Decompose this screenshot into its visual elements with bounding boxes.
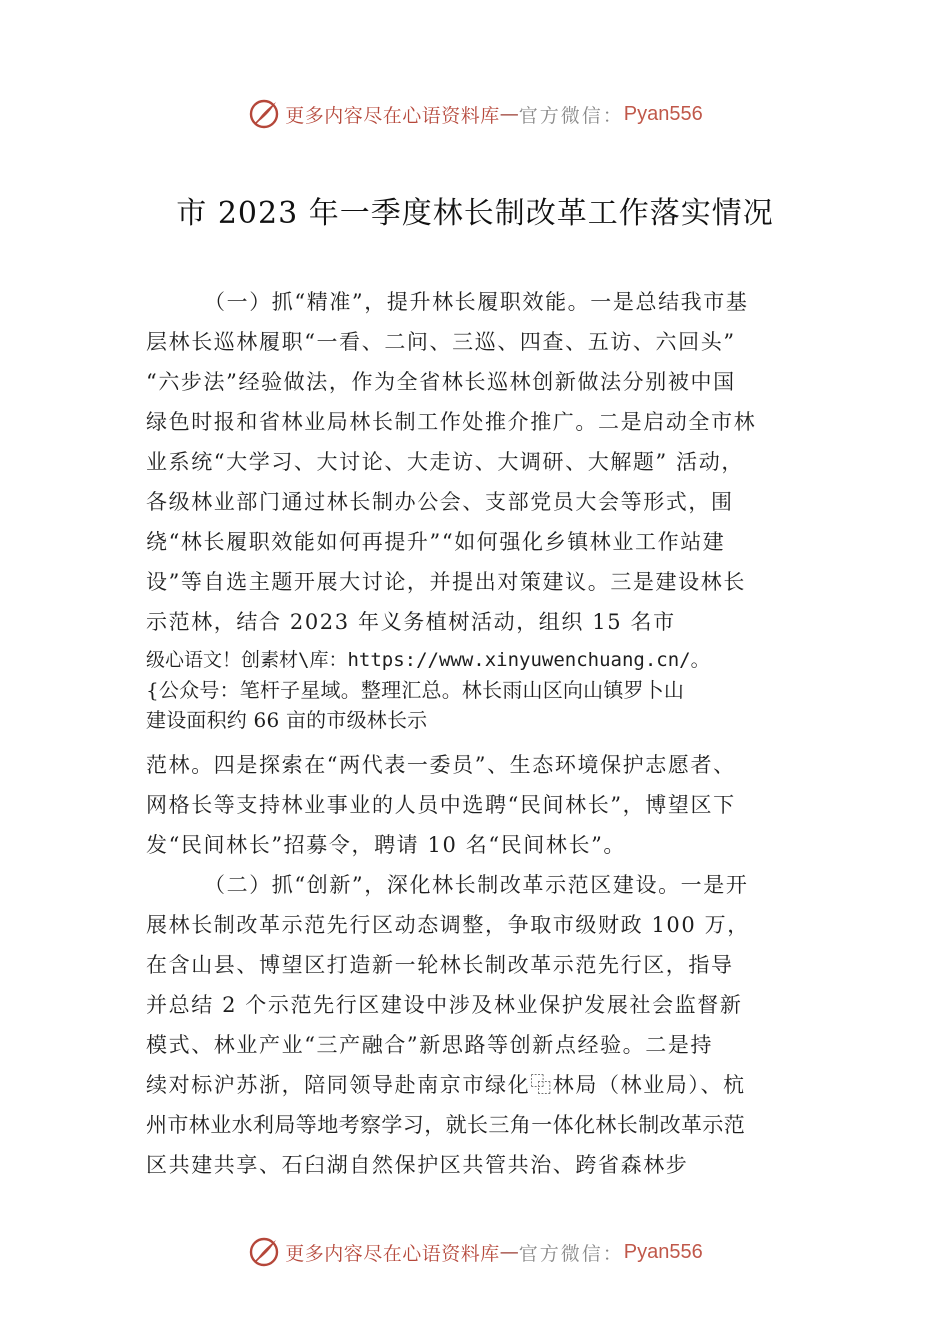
text-line: 业系统“大学习、大讨论、大走访、大调研、大解题” 活动， xyxy=(146,450,744,474)
text-line: （二）抓“创新”，深化林长制改革示范区建设。一是开 xyxy=(204,873,749,897)
text-line: 区共建共享、石臼湖自然保护区共管共治、跨省森林步 xyxy=(146,1153,689,1177)
watermark-banner-top xyxy=(0,94,950,134)
text-line: 示范林，结合 2023 年义务植树活动，组织 15 名市 xyxy=(146,610,676,634)
text-line: 层林长巡林履职“一看、二问、三巡、四查、五访、六回头” xyxy=(146,330,736,354)
watermark-wechat-id: Pyan556 xyxy=(623,102,703,125)
text-line: 网格长等支持林业事业的人员中选聘“民间林长”，博望区下 xyxy=(146,793,736,817)
watermark-label: 官方微信： xyxy=(518,1242,624,1265)
paragraph-block-3 xyxy=(146,745,818,1185)
watermark-dash: — xyxy=(499,1241,519,1263)
text-line: 绕“林长履职效能如何再提升”“如何强化乡镇林业工作站建 xyxy=(146,530,726,554)
text-line: 范林。四是探索在“两代表一委员”、生态环境保护志愿者、 xyxy=(146,753,736,777)
paragraph-block-2 xyxy=(146,645,818,735)
text-line: {公众号：笔杆子星域。整理汇总。林长雨山区向山镇罗卜山 xyxy=(146,678,685,702)
text-line: 设”等自选主题开展大讨论，并提出对策建议。三是建设林长 xyxy=(146,570,746,594)
text-line: 发“民间林长”招募令，聘请 10 名“民间林长”。 xyxy=(146,833,627,857)
text-line: 各级林业部门通过林长制办公会、支部党员大会等形式，围 xyxy=(146,490,734,514)
text-line: 模式、林业产业“三产融合”新思路等创新点经验。二是持 xyxy=(146,1033,714,1057)
watermark-brand: 更多内容尽在心语资料库 xyxy=(285,104,500,127)
text-line: 并总结 2 个示范先行区建设中涉及林业保护发展社会监督新 xyxy=(146,993,743,1017)
text-line: 级心语文！创素材\库：https://www.xinyuwenchuang.cn/。 xyxy=(146,649,710,671)
quill-logo-icon xyxy=(247,1235,281,1269)
watermark-banner-bottom xyxy=(0,1232,950,1272)
watermark-brand: 更多内容尽在心语资料库 xyxy=(285,1242,500,1265)
text-line: 展林长制改革示范先行区动态调整，争取市级财政 100 万， xyxy=(146,913,750,937)
paragraph-block-1 xyxy=(146,282,818,642)
watermark-wechat-id: Pyan556 xyxy=(623,1240,703,1263)
text-line: 绿色时报和省林业局林长制工作处推介推广。二是启动全市林 xyxy=(146,410,757,434)
text-line: 在含山县、博望区打造新一轮林长制改革示范先行区，指导 xyxy=(146,953,734,977)
text-line: （一）抓“精准”，提升林长履职效能。一是总结我市基 xyxy=(204,290,749,314)
text-line: 州市林业水利局等地考察学习，就长三角一体化林长制改革示范 xyxy=(146,1113,746,1137)
watermark-dash: — xyxy=(499,103,519,125)
text-line: 续对标沪苏浙，陪同领导赴南京市绿化⿻林局（林业局）、杭 xyxy=(146,1073,746,1097)
text-line: 建设面积约 66 亩的市级林长示 xyxy=(146,708,428,732)
text-line: “六步法”经验做法，作为全省林长巡林创新做法分别被中国 xyxy=(146,370,736,394)
document-title: 市 2023 年一季度林长制改革工作落实情况 xyxy=(176,196,774,231)
quill-logo-icon xyxy=(247,97,281,131)
watermark-label: 官方微信： xyxy=(518,104,624,127)
